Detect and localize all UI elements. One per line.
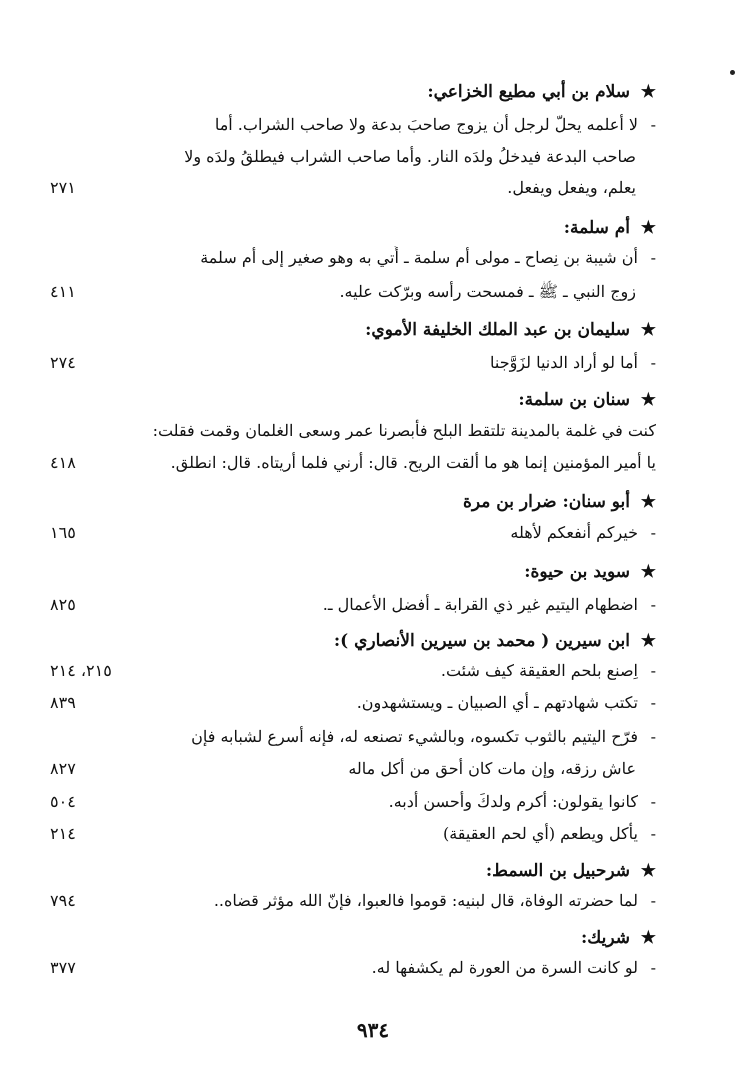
dash-marker: - bbox=[650, 353, 656, 372]
entry-text: سويد بن حيوة: bbox=[524, 562, 630, 582]
star-icon: ★ bbox=[640, 218, 656, 238]
dash-marker: - bbox=[650, 824, 656, 843]
entry-text: عاش رزقه، وإن مات كان أحق من أكل ماله bbox=[348, 759, 636, 778]
page-reference: ٣٧٧ bbox=[50, 958, 76, 977]
entry-heading bbox=[66, 318, 656, 342]
dash-marker: - bbox=[650, 595, 656, 614]
entry-text: لو كانت السرة من العورة لم يكشفها له. bbox=[371, 958, 638, 977]
entry-text: شريك: bbox=[581, 928, 630, 948]
star-icon: ★ bbox=[640, 492, 656, 512]
entry-text: سنان بن سلمة: bbox=[518, 390, 630, 410]
entry-text: اضطهام اليتيم غير ذي القرابة ـ أفضل الأعمال ـ. bbox=[322, 595, 638, 614]
star-icon: ★ bbox=[640, 320, 656, 340]
page-number: ٩٣٤ bbox=[356, 1018, 390, 1042]
star-icon: ★ bbox=[640, 631, 656, 651]
star-icon: ★ bbox=[640, 82, 656, 102]
page-reference: ٢٧١ bbox=[50, 178, 76, 197]
entry-text: ابن سيرين ( محمد بن سيرين الأنصاري ): bbox=[333, 631, 630, 651]
entry-text: لما حضرته الوفاة، قال لبنيه: قوموا فالعبوا، فإنّ الله مؤثر قضاه.. bbox=[213, 891, 638, 910]
entry-text: يأكل ويطعم (أي لحم العقيقة) bbox=[442, 824, 638, 843]
star-icon: ★ bbox=[640, 562, 656, 582]
entry-text: سليمان بن عبد الملك الخليفة الأموي: bbox=[365, 320, 630, 340]
star-icon: ★ bbox=[640, 861, 656, 881]
page-reference: ٢١٥، ٢١٤ bbox=[50, 661, 112, 680]
margin-dot bbox=[730, 70, 735, 75]
page-reference: ٢١٤ bbox=[50, 824, 76, 843]
entry-text: لا أعلمه يحلّ لرجل أن يزوج صاحبَ بدعة ولا صاحب الشراب. أما bbox=[214, 115, 638, 134]
entry-heading bbox=[66, 388, 656, 412]
entry-line bbox=[66, 145, 636, 169]
entry-line bbox=[66, 246, 656, 270]
entry-line bbox=[66, 419, 656, 443]
entry-heading bbox=[66, 629, 656, 653]
entry-text: يعلم، ويفعل ويفعل. bbox=[507, 178, 636, 197]
entry-text: صاحب البدعة فيدخلُ ولدَه النار. وأما صاحب الشراب فيطلقُ ولدَه ولا bbox=[184, 147, 636, 166]
entry-text: سلام بن أبي مطيع الخزاعي: bbox=[427, 82, 630, 102]
entry-heading bbox=[66, 926, 656, 950]
entry-text: أبو سنان: ضرار بن مرة bbox=[462, 492, 630, 512]
entry-text: أما لو أراد الدنيا لزَوَّجنا bbox=[489, 353, 638, 372]
entry-text: أم سلمة: bbox=[563, 218, 630, 238]
dash-marker: - bbox=[650, 891, 656, 910]
dash-marker: - bbox=[650, 958, 656, 977]
entry-text: اِصنع بلحم العقيقة كيف شئت. bbox=[440, 661, 638, 680]
page-reference: ٥٠٤ bbox=[50, 792, 76, 811]
entry-line bbox=[66, 113, 656, 137]
entry-text: كنت في غلمة بالمدينة تلتقط البلح فأبصرنا عمر وسعى الغلمان وقمت فقلت: bbox=[152, 421, 656, 440]
entry-heading bbox=[66, 490, 656, 514]
page-reference: ٨٣٩ bbox=[50, 693, 76, 712]
entry-text: أن شيبة بن نِصاح ـ مولى أم سلمة ـ أُتي به وهو صغير إلى أم سلمة bbox=[200, 248, 638, 267]
entry-heading bbox=[66, 80, 656, 104]
entry-line bbox=[66, 725, 656, 749]
page-reference: ٧٩٤ bbox=[50, 891, 76, 910]
entry-heading bbox=[66, 560, 656, 584]
dash-marker: - bbox=[650, 727, 656, 746]
entry-text: خيركم أنفعكم لأهله bbox=[510, 523, 638, 542]
star-icon: ★ bbox=[640, 390, 656, 410]
page-reference: ١٦٥ bbox=[50, 523, 76, 542]
dash-marker: - bbox=[650, 248, 656, 267]
dash-marker: - bbox=[650, 115, 656, 134]
entry-text: فرّح اليتيم بالثوب تكسوه، وبالشيء تصنعه له، فإنه أسرع لشبابه فإن bbox=[191, 727, 638, 746]
entry-text: كانوا يقولون: أكرم ولدكَ وأحسن أدبه. bbox=[388, 792, 638, 811]
page-reference: ٤١٨ bbox=[50, 453, 76, 472]
entry-heading bbox=[66, 216, 656, 240]
dash-marker: - bbox=[650, 523, 656, 542]
dash-marker: - bbox=[650, 792, 656, 811]
entry-text: زوج النبي ـ ﷺ ـ فمسحت رأسه وبرّكت عليه. bbox=[339, 282, 636, 301]
page-reference: ٢٧٤ bbox=[50, 353, 76, 372]
entry-text: تكتب شهادتهم ـ أي الصبيان ـ ويستشهدون. bbox=[356, 693, 638, 712]
entry-heading bbox=[66, 859, 656, 883]
dash-marker: - bbox=[650, 661, 656, 680]
page-reference: ٨٢٥ bbox=[50, 595, 76, 614]
star-icon: ★ bbox=[640, 928, 656, 948]
page-reference: ٤١١ bbox=[50, 282, 76, 301]
entry-text: شرحبيل بن السمط: bbox=[485, 861, 630, 881]
page-reference: ٨٢٧ bbox=[50, 759, 76, 778]
entry-text: يا أمير المؤمنين إنما هو ما ألقت الريح. قال: أرني فلما أريتاه. قال: انطلق. bbox=[170, 453, 656, 472]
dash-marker: - bbox=[650, 693, 656, 712]
